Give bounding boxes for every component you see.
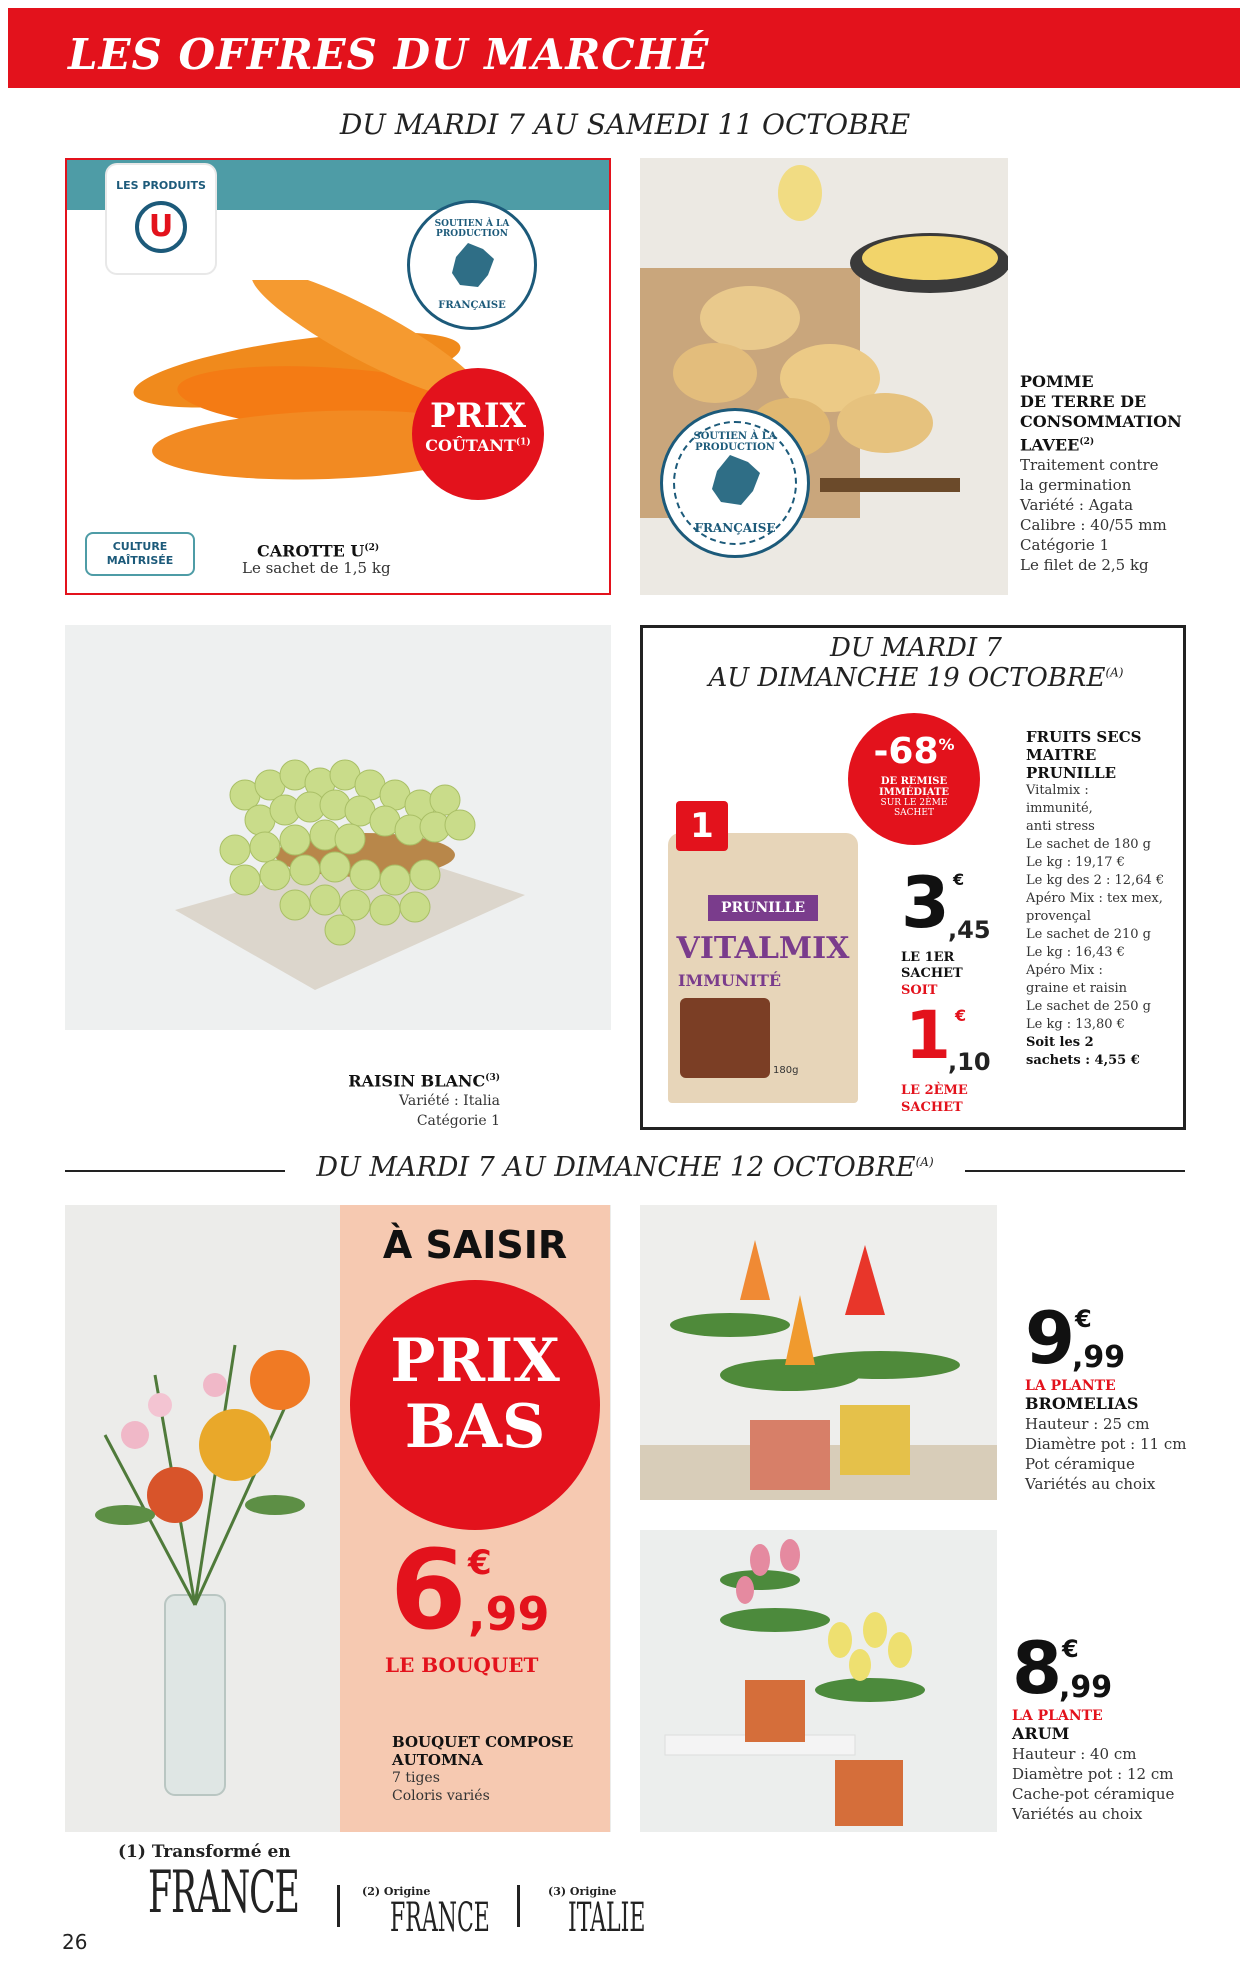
bouquet-cents: ,99 <box>468 1587 550 1641</box>
france-map-icon <box>708 453 764 509</box>
price-second-cents: ,10 <box>948 1048 991 1076</box>
produits-u-logo <box>107 165 215 273</box>
price-second-label1: LE 2ÈME <box>901 1083 968 1098</box>
price-second-currency: € <box>955 1006 967 1025</box>
page-title: LES OFFRES DU MARCHÉ <box>68 30 710 79</box>
period-1: DU MARDI 7 AU SAMEDI 11 OCTOBRE <box>339 108 911 141</box>
remise-badge: -68% DE REMISE IMMÉDIATE SUR LE 2ÈME SACHET <box>848 713 980 845</box>
bromelias-photo <box>640 1205 997 1500</box>
price-second-label2: SACHET <box>901 1100 963 1115</box>
u-letter: U <box>148 209 174 244</box>
france-map-icon <box>448 241 498 291</box>
u-circle-icon <box>135 201 187 253</box>
carotte-title: CAROTTE $U^{(2)}$ <box>257 541 380 561</box>
period-2-line1: DU MARDI 7 <box>830 633 1002 663</box>
prix-coutant-badge <box>412 368 544 500</box>
footnote-1: (1) Transformé en <box>118 1842 291 1862</box>
ticket-badge: 1 <box>676 801 728 851</box>
bromelias-text: LA PLANTE BROMELIAS Hauteur : 25 cm Diamètre pot : 11 cm Pot céramique Variétés au choix <box>1025 1378 1187 1493</box>
footer-sep-1 <box>337 1885 340 1927</box>
prunille-text: FRUITS SECS MAITRE PRUNILLE Vitalmix : immunité, anti stress Le sachet de 180 g Le kg : 19,17 € Le kg des 2 : 12,64 € Apéro Mix : tex mex, provençal Le sachet de 210 g Le kg : 16,43 € Apéro Mix : graine et raisin Le sachet de 250 g Le kg : 13,80 € Soit les 2 sachets : 4,55 € <box>1026 728 1165 1068</box>
period-3: DU MARDI 7 AU DIMANCHE 12 $OCTOBRE^{(A)}$ <box>316 1152 934 1183</box>
header-banner <box>8 8 1240 88</box>
pack-name: VITALMIX <box>676 931 850 966</box>
footnote-3: (3) Origine <box>548 1885 617 1898</box>
a-saisir-label: À SAISIR <box>382 1223 568 1267</box>
arum-currency: € <box>1062 1635 1079 1663</box>
divider-left <box>65 1170 285 1172</box>
carotte-desc: Le sachet de 1,5 kg <box>242 559 391 577</box>
footnote-2: (2) Origine <box>362 1885 431 1898</box>
footnote-2-country: FRANCE <box>390 1895 490 1941</box>
price-first-currency: € <box>953 870 965 889</box>
prix-word: PRIX <box>429 396 527 436</box>
raisin-text: RAISIN BLANC$^{(3)}$ Variété : Italia Catégorie 1 <box>348 1071 500 1130</box>
arum-price: 8 <box>1012 1626 1063 1710</box>
coutant-word: COÛTANT <box>425 436 516 455</box>
pack-weight: 180g <box>773 1065 799 1076</box>
soit-label: SOIT <box>901 983 938 998</box>
divider-right <box>965 1170 1185 1172</box>
bouquet-currency: € <box>468 1543 492 1583</box>
raisin-photo <box>65 625 611 1030</box>
footnote-3-country: ITALIE <box>568 1895 646 1941</box>
grapes-illustration <box>65 625 611 1030</box>
vitalmix-package <box>668 806 858 1103</box>
arum-photo <box>640 1530 997 1832</box>
bouquet-text: BOUQUET COMPOSE AUTOMNA 7 tiges Coloris variés <box>392 1733 574 1804</box>
pack-sub: IMMUNITÉ <box>678 971 782 990</box>
coutant-note: (1) <box>515 437 531 448</box>
pomme-photo <box>640 158 1008 595</box>
page-number: 26 <box>62 1930 88 1954</box>
bromelias-illustration <box>640 1205 997 1500</box>
bouquet-price: 6 <box>390 1526 467 1654</box>
price-first: 3 <box>901 862 950 944</box>
period-2-line2: AU DIMANCHE 19 $OCTOBRE^{(A)}$ <box>708 663 1124 693</box>
prix-bas-badge: PRIX BAS <box>350 1280 600 1530</box>
footer-sep-2 <box>517 1885 520 1927</box>
produits-u-label: LES PRODUITS <box>116 179 206 192</box>
production-francaise-seal-2: SOUTIEN À LA PRODUCTION FRANÇAISE <box>660 408 810 558</box>
price-second: 1 <box>905 997 951 1074</box>
bouquet-unit: LE BOUQUET <box>385 1653 539 1677</box>
culture-maitrisee-badge: CULTURE MAÎTRISÉE <box>85 532 195 576</box>
arum-cents: ,99 <box>1059 1670 1113 1705</box>
price-first-cents: ,45 <box>948 916 991 944</box>
arum-illustration <box>640 1530 997 1832</box>
pomme-text: POMME DE TERRE DE CONSOMMATION LAVEE$^{(2)}$ Traitement contre la germination Variété : Agata Calibre : 40/55 mm Catégorie 1 Le filet de 2,5 kg <box>1020 372 1182 575</box>
arum-text: LA PLANTE ARUM Hauteur : 40 cm Diamètre pot : 12 cm Cache-pot céramique Variétés au choix <box>1012 1708 1175 1823</box>
bromelias-cents: ,99 <box>1072 1340 1126 1375</box>
carotte-panel[interactable] <box>65 158 611 595</box>
pack-brand: PRUNILLE <box>708 895 818 921</box>
bromelias-currency: € <box>1075 1305 1092 1333</box>
prunille-panel[interactable] <box>640 625 1186 1130</box>
bromelias-price: 9 <box>1025 1296 1076 1380</box>
pack-fruits <box>680 998 770 1078</box>
prix-bas-panel <box>340 1205 610 1832</box>
footnote-1-country: FRANCE <box>148 1858 299 1926</box>
price-first-label1: LE 1ER <box>901 950 955 965</box>
price-first-label2: SACHET <box>901 966 963 981</box>
production-francaise-seal: SOUTIEN À LA PRODUCTION FRANÇAISE <box>407 200 537 330</box>
